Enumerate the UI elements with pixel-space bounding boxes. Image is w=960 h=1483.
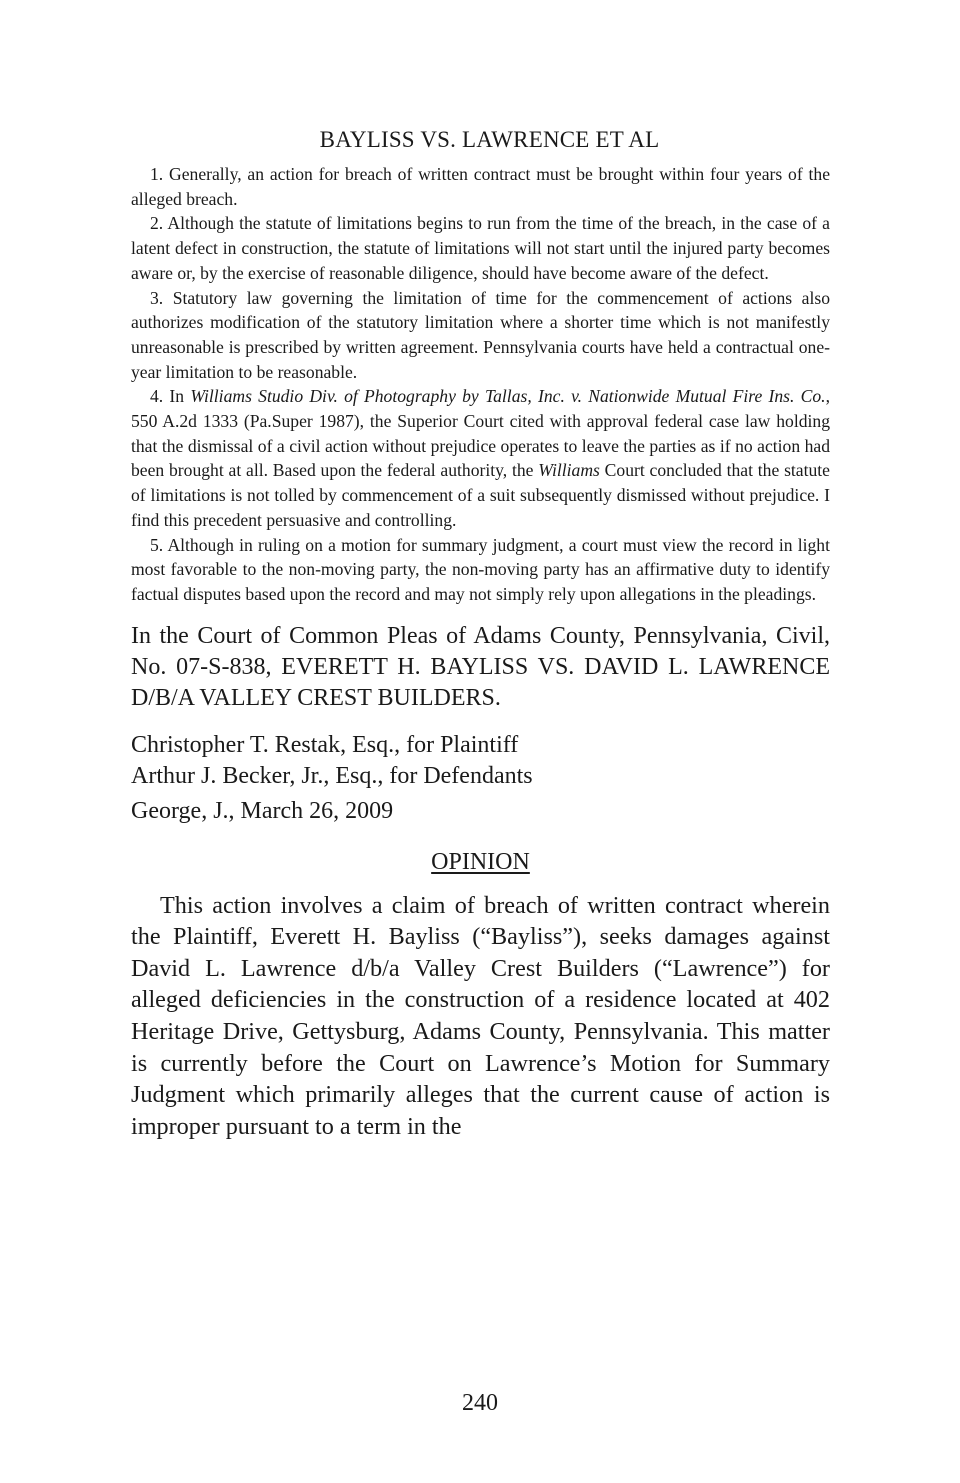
case-name-italic: Williams: [538, 460, 600, 481]
headnote-text: 2. Although the statute of limitations begins to run from the time of the breach, in the case of a latent defect in construction, the statute of limitations will not start until the injured party becomes aware or, by the exercise of reasonable diligence, should have become aware of the defect.: [131, 213, 830, 283]
headnote-text: 4. In: [150, 386, 191, 407]
headnote-text: 1. Generally, an action for breach of written contract must be brought within four years of the alleged breach.: [131, 164, 830, 209]
counsel-list: [131, 730, 830, 792]
headnote-5: [131, 533, 830, 607]
headnote-4: [131, 384, 830, 532]
headnote-2: [131, 211, 830, 285]
case-caption: In the Court of Common Pleas of Adams County, Pennsylvania, Civil, No. 07-S-838, EVERETT H. BAYLISS VS. DAVID L. LAWRENCE D/B/A VALLEY CREST BUILDERS.: [131, 622, 830, 711]
headnote-text: , 550 A.2d 1333 (Pa.Super 1987), the Superior Court cited with approval federal case law holding that the dismissal of a civil action without prejudice operates to leave the parties as if no action had been brought at all. Based upon the federal authority, the: [131, 386, 830, 481]
headnote-3: [131, 286, 830, 385]
case-name-italic: Williams Studio Div. of Photography by Tallas, Inc. v. Nationwide Mutual Fire Ins. Co.: [190, 386, 826, 407]
running-head: BAYLISS VS. LAWRENCE ET AL: [319, 127, 660, 152]
headnote-text: 3. Statutory law governing the limitation of time for the commencement of actions also authorizes modification of the statutory limitation where a shorter time which is not manifestly unreasonable is prescribed by written agreement. Pennsylvania courts have held a contractual one-year limitation to be reasonable.: [131, 287, 830, 382]
opinion-heading: OPINION: [431, 848, 530, 875]
headnote-text: 5. Although in ruling on a motion for summary judgment, a court must view the record in light most favorable to the non-moving party, the non-moving party has an affirmative duty to identify factual disputes based upon the record and may not simply rely upon allegations in the pleadings.: [131, 534, 830, 604]
judge-date-line: George, J., March 26, 2009: [131, 797, 394, 824]
page-number: 240: [462, 1390, 498, 1416]
opinion-paragraph: This action involves a claim of breach of written contract wherein the Plaintiff, Everett H. Bayliss (“Bayliss”), seeks damages against David L. Lawrence d/b/a Valley Crest Builders (“Lawrence”) for alleged deficiencies in the construction of a residence located at 402 Heritage Drive, Gettysburg, Adams County, Pennsylvania. This matter is currently before the Court on Lawrence’s Motion for Summary Judgment which primarily alleges that the current cause of action is improper pursuant to a term in the: [131, 891, 830, 1140]
plaintiff-counsel: Christopher T. Restak, Esq., for Plaintiff: [131, 731, 519, 758]
headnote-text: Court concluded that the statute of limitations is not tolled by commencement of a suit subsequently dismissed without prejudice. I find this precedent persuasive and controlling.: [131, 460, 830, 530]
headnote-1: [131, 162, 830, 211]
headnotes: [131, 162, 830, 607]
page-content: [131, 122, 830, 1142]
defendants-counsel: Arthur J. Becker, Jr., Esq., for Defendants: [131, 762, 533, 789]
